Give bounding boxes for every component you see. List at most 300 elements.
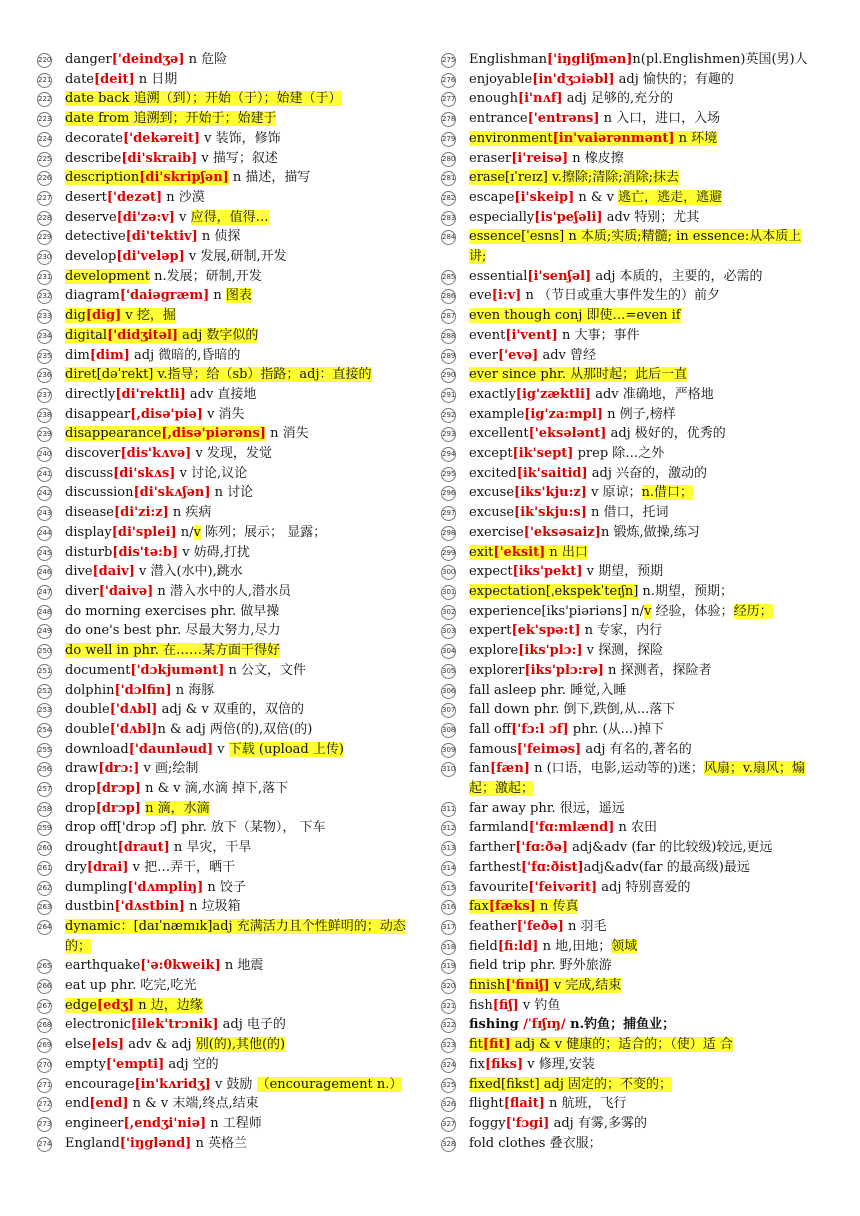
definition: n (口语，电影,运动等的)迷； — [529, 761, 704, 777]
phonetic: ['dekəreit] — [123, 130, 200, 146]
phonetic: ['iŋgliʃmən] — [547, 52, 633, 67]
headword: dim — [65, 347, 90, 363]
definition: phr. 从那时起；此后一直 — [536, 367, 688, 383]
vocab-entry — [441, 346, 811, 366]
phonetic: ['daivə] — [98, 583, 154, 599]
entry-number: 316 — [441, 900, 456, 915]
headword: escape — [469, 189, 515, 205]
phonetic: ['ə:θkweik] — [140, 958, 221, 974]
entry-text — [469, 919, 607, 934]
entry-number: 305 — [441, 664, 456, 679]
entry-number: 246 — [37, 565, 52, 580]
entry-text — [469, 348, 596, 363]
vocab-entry — [37, 996, 407, 1016]
vocab-entry — [37, 897, 407, 917]
phonetic: [ˈesns] — [521, 229, 565, 245]
definition: phr. 野外旅游 — [525, 958, 612, 974]
phonetic: [i'nʌf] — [517, 91, 563, 107]
definition: n. — [638, 583, 655, 599]
definition: n 地震 — [220, 958, 264, 974]
headword: field — [469, 938, 498, 954]
entry-number: 281 — [441, 171, 456, 186]
headword: eat up — [65, 978, 107, 994]
headword: excellent — [469, 426, 529, 442]
definition: adj 有名的,著名的 — [581, 741, 692, 757]
entry-text — [65, 840, 251, 855]
entry-number: 277 — [441, 92, 456, 107]
definition: n/ — [176, 524, 194, 540]
phonetic: [els] — [91, 1037, 125, 1053]
entry-text — [469, 702, 675, 717]
definition: n 英格兰 — [191, 1135, 247, 1151]
definition: v 妨碍,打扰 — [178, 544, 250, 560]
entry-text — [65, 170, 229, 185]
definition: n 出口 — [545, 544, 588, 560]
definition: n 公文，文件 — [224, 662, 306, 678]
entry-number: 304 — [441, 644, 456, 659]
phonetic: [dig] — [85, 308, 122, 324]
definition: v 装饰，修饰 — [200, 130, 281, 146]
vocab-entry — [441, 1114, 811, 1134]
phonetic: [deit] — [94, 71, 135, 87]
headword: fall down — [469, 702, 530, 718]
phonetic: [di'splei] — [111, 524, 177, 540]
headword: dive — [65, 564, 93, 580]
entry-number: 308 — [441, 723, 456, 738]
definition: n & adj 两倍(的),双倍(的) — [157, 721, 313, 737]
phonetic: ['eksələnt] — [528, 426, 607, 442]
entry-text — [65, 505, 211, 520]
definition: adj & v 双重的，双倍的 — [157, 702, 304, 718]
entry-number: 267 — [37, 999, 52, 1014]
entry-number: 276 — [441, 73, 456, 88]
definition: n 锻炼,做操,练习 — [600, 524, 700, 540]
definition: n 海豚 — [171, 682, 215, 698]
phonetic: [iks'plɔ:] — [518, 643, 583, 659]
phonetic: [ig'za:mpl] — [524, 406, 603, 422]
phonetic: [di'skʌs] — [113, 465, 176, 481]
phonetic: [is'peʃəli] — [534, 209, 603, 225]
entry-text — [469, 564, 663, 579]
phonetic: [ik'sept] — [512, 446, 574, 462]
definition: v 鼓励 — [210, 1076, 257, 1092]
definition: phr. 尽最大努力,尽力 — [151, 623, 281, 639]
entry-text — [65, 190, 205, 205]
headword: ever since — [469, 367, 537, 383]
vocab-entry — [441, 70, 811, 90]
entry-text — [65, 466, 247, 481]
entry-number: 302 — [441, 605, 456, 620]
entry-number: 279 — [441, 132, 456, 147]
definition: n 大事；事件 — [557, 327, 640, 343]
headword: exercise — [469, 524, 524, 540]
definition: n 消失 — [265, 426, 309, 442]
vocab-entry — [441, 109, 811, 129]
entry-number: 324 — [441, 1058, 456, 1073]
entry-text — [469, 1136, 602, 1151]
vocab-entry — [37, 858, 407, 878]
headword: display — [65, 524, 112, 540]
headword: dustbin — [65, 899, 115, 915]
entry-number: 328 — [441, 1137, 456, 1152]
entry-text — [469, 367, 687, 382]
definition: n 工程师 — [206, 1115, 262, 1131]
headword: danger — [65, 52, 112, 67]
phonetic: [end] — [89, 1096, 129, 1112]
entry-number: 223 — [37, 112, 52, 127]
phonetic: ['feiməs] — [516, 741, 582, 757]
entry-number: 229 — [37, 230, 52, 245]
highlighted-definition: 别(的),其他(的) — [195, 1037, 286, 1053]
entry-text — [469, 446, 664, 461]
phonetic: ['eksəsaiz] — [523, 524, 601, 540]
phonetic: [in'vaiərənmənt] — [552, 130, 675, 146]
entry-number: 226 — [37, 171, 52, 186]
headword: empty — [65, 1056, 106, 1072]
entry-number: 238 — [37, 408, 52, 423]
entry-text — [469, 170, 679, 185]
entry-number: 314 — [441, 861, 456, 876]
phonetic: [i:v] — [491, 288, 522, 304]
vocab-entry — [37, 286, 407, 306]
definition-extra: 期望，预期； — [654, 583, 733, 599]
vocab-entry — [37, 50, 407, 70]
highlighted-definition: n.借口； — [641, 485, 694, 501]
entry-text — [65, 328, 258, 343]
vocab-entry — [37, 405, 407, 425]
vocab-entry — [37, 444, 407, 464]
entry-number: 298 — [441, 526, 456, 541]
headword: experience — [469, 603, 542, 619]
vocab-entry — [441, 759, 811, 798]
headword: finish — [469, 978, 506, 994]
vocab-entry — [37, 740, 407, 760]
vocab-entry — [441, 1055, 811, 1075]
phonetic: [daɪˈnæmɪk] — [133, 918, 213, 934]
entry-number: 221 — [37, 73, 52, 88]
definition: v 期望，预期 — [582, 564, 664, 580]
headword: fixed — [469, 1076, 502, 1092]
entry-number: 311 — [441, 802, 456, 817]
phonetic: ['dʌmpliŋ] — [127, 879, 204, 895]
definition: adj 空的 — [164, 1056, 219, 1072]
entry-text — [469, 742, 692, 757]
phonetic: [dəˈrekt] — [96, 367, 154, 383]
vocab-entry — [441, 562, 811, 582]
entry-number: 291 — [441, 388, 456, 403]
vocab-entry — [37, 70, 407, 90]
entry-text — [65, 52, 227, 67]
headword: essential — [469, 268, 528, 284]
definition: v 把…弄干，晒干 — [128, 859, 236, 875]
entry-number: 225 — [37, 152, 52, 167]
headword: fishing — [469, 1017, 519, 1033]
definition: v 探测，探险 — [582, 643, 664, 659]
definition-extra: 经验，体验； — [651, 603, 734, 619]
entry-text — [65, 604, 279, 619]
entry-number: 274 — [37, 1137, 52, 1152]
entry-number: 264 — [37, 920, 52, 935]
phonetic: [flait] — [503, 1096, 545, 1112]
headword: entrance — [469, 111, 528, 127]
entry-number: 293 — [441, 427, 456, 442]
headword: double — [65, 702, 110, 718]
vocab-entry — [441, 720, 811, 740]
headword: eraser — [469, 150, 512, 166]
vocab-entry — [37, 346, 407, 366]
entry-number: 227 — [37, 191, 52, 206]
phonetic: ['finiʃ] — [505, 978, 550, 994]
phonetic: ['feivərit] — [528, 879, 598, 895]
headword: expert — [469, 623, 512, 639]
left-column — [37, 50, 407, 1153]
entry-number: 300 — [441, 565, 456, 580]
headword: date — [65, 71, 94, 87]
phonetic: [drɔ:] — [98, 761, 140, 777]
entry-number: 228 — [37, 211, 52, 226]
vocab-entry — [37, 700, 407, 720]
entry-number: 224 — [37, 132, 52, 147]
highlighted-definition: 逃亡，逃走，逃避 — [618, 189, 723, 205]
headword: fan — [469, 761, 490, 777]
entry-number: 297 — [441, 506, 456, 521]
entry-text — [65, 722, 312, 737]
headword: description — [65, 170, 140, 186]
definition: n 借口，托词 — [586, 505, 669, 521]
entry-number: 265 — [37, 959, 52, 974]
entry-number: 312 — [441, 821, 456, 836]
vocab-entry — [441, 50, 811, 70]
headword: exactly — [469, 386, 516, 402]
headword: fax — [469, 899, 489, 915]
entry-text — [65, 485, 253, 500]
entry-text — [65, 643, 280, 658]
entry-text — [469, 584, 638, 599]
entry-number: 287 — [441, 309, 456, 324]
definition: v 挖，掘 — [121, 308, 176, 324]
vocab-entry — [441, 937, 811, 957]
headword: expect — [469, 564, 513, 580]
vocab-entry — [441, 326, 811, 346]
entry-text — [65, 288, 226, 303]
definition: n(pl.Englishmen)英国(男)人 — [632, 52, 808, 67]
entry-number: 282 — [441, 191, 456, 206]
entry-text — [469, 210, 699, 225]
headword: dolphin — [65, 682, 115, 698]
entry-text — [469, 328, 639, 343]
entry-text — [469, 998, 560, 1013]
entry-number: 231 — [37, 270, 52, 285]
headword: fit — [469, 1037, 483, 1053]
entry-text — [65, 131, 281, 146]
entry-text — [65, 899, 241, 914]
entry-number: 230 — [37, 250, 52, 265]
entry-text — [469, 899, 578, 914]
vocab-entry — [37, 1094, 407, 1114]
headword: dumpling — [65, 879, 128, 895]
vocab-entry — [441, 543, 811, 563]
headword: do one's best — [65, 623, 152, 639]
highlighted-definition: （encouragement n.） — [256, 1076, 403, 1092]
vocab-entry — [441, 897, 811, 917]
entry-text — [469, 288, 720, 303]
headword: flight — [469, 1096, 504, 1112]
vocab-entry — [37, 956, 407, 976]
phonetic: [ik'skju:s] — [514, 505, 587, 521]
phonetic: ['fɑ:ðə] — [515, 840, 568, 856]
phonetic: [iks'piəriəns] — [541, 603, 628, 619]
definition: n 传真 — [535, 899, 579, 915]
entry-text — [65, 663, 306, 678]
headword: do morning exercises — [65, 603, 207, 619]
phonetic: [di'veləp] — [116, 249, 185, 265]
headword: famous — [469, 741, 517, 757]
entry-number: 289 — [441, 349, 456, 364]
headword: ever — [469, 347, 498, 363]
entry-number: 249 — [37, 624, 52, 639]
entry-text — [469, 978, 621, 993]
entry-number: 284 — [441, 230, 456, 245]
entry-text — [65, 348, 240, 363]
headword: far away — [469, 800, 526, 816]
headword: even though — [469, 308, 551, 324]
phonetic: /ˈfɪʃɪŋ/ — [518, 1017, 566, 1033]
phonetic: [fit] — [482, 1037, 511, 1053]
vocab-entry — [441, 976, 811, 996]
entry-text — [65, 801, 145, 816]
definition: v 消失 — [202, 406, 245, 422]
phonetic: ['empti] — [105, 1056, 165, 1072]
phonetic: [dis'tə:b] — [112, 544, 179, 560]
phonetic: [ek'spə:t] — [511, 623, 581, 639]
entry-text — [65, 91, 342, 106]
definition: v 讨论,议论 — [175, 465, 248, 481]
phonetic: ['dɔlfin] — [114, 682, 172, 698]
headword: especially — [469, 209, 535, 225]
headword: fix — [469, 1056, 486, 1072]
entry-number: 292 — [441, 408, 456, 423]
vocab-entry — [37, 424, 407, 444]
definition: n 橡皮擦 — [568, 150, 624, 166]
vocab-entry — [37, 149, 407, 169]
phonetic: ['dezət] — [106, 189, 163, 205]
headword: digital — [65, 327, 108, 343]
entry-number: 325 — [441, 1078, 456, 1093]
headword: England — [65, 1135, 120, 1151]
headword: edge — [65, 997, 98, 1013]
phonetic: [fiʃ] — [492, 997, 519, 1013]
phonetic: ['dʌbl] — [109, 702, 158, 718]
entry-text — [469, 269, 763, 284]
vocab-entry — [441, 464, 811, 484]
definition: adv 直接地 — [185, 386, 257, 402]
highlighted-definition: 下载 (upload 上传) — [228, 741, 344, 757]
headword: farthest — [469, 859, 521, 875]
vocab-entry — [37, 1055, 407, 1075]
headword: electronic — [65, 1017, 131, 1033]
entry-text — [65, 820, 326, 835]
entry-text — [469, 426, 726, 441]
entry-number: 234 — [37, 329, 52, 344]
phonetic: [di'zi:z] — [113, 505, 169, 521]
entry-text — [65, 1077, 257, 1092]
entry-text — [469, 308, 681, 323]
vocab-entry — [441, 799, 811, 819]
definition: adj&adv (far 的比较级)较远,更远 — [568, 840, 773, 856]
entry-number: 275 — [441, 53, 456, 68]
entry-number: 326 — [441, 1097, 456, 1112]
entry-number: 322 — [441, 1018, 456, 1033]
headword: explore — [469, 643, 519, 659]
vocab-entry — [37, 1035, 407, 1055]
entry-text — [469, 1116, 647, 1131]
vocab-entry — [37, 483, 407, 503]
highlighted-definition: v — [644, 603, 652, 619]
entry-text — [469, 525, 700, 540]
headword: deserve — [65, 209, 117, 225]
entry-number: 294 — [441, 447, 456, 462]
vocab-entry — [37, 464, 407, 484]
entry-text — [469, 1077, 672, 1092]
definition: n 描述，描写 — [228, 170, 311, 186]
headword: discover — [65, 446, 121, 462]
phonetic: [drɔp] — [95, 781, 141, 797]
phonetic: [ˌekspekˈteɪʃn] — [545, 583, 639, 599]
entry-number: 254 — [37, 723, 52, 738]
entry-number: 272 — [37, 1097, 52, 1112]
headword: dynamic： — [65, 918, 134, 934]
headword: decorate — [65, 130, 124, 146]
vocab-entry — [441, 641, 811, 661]
headword: expectation — [469, 583, 546, 599]
vocab-entry — [37, 976, 407, 996]
phonetic: [fikst] — [501, 1076, 540, 1092]
definition: adj 足够的,充分的 — [562, 91, 674, 107]
vocab-entry — [37, 818, 407, 838]
vocab-entry — [441, 602, 811, 622]
headword: exit — [469, 544, 494, 560]
entry-number: 251 — [37, 664, 52, 679]
entry-number: 285 — [441, 270, 456, 285]
entry-text — [65, 545, 250, 560]
vocab-entry — [441, 878, 811, 898]
definition: n & v 末端,终点,结束 — [128, 1096, 259, 1112]
phonetic: [di'skripʃən] — [139, 170, 229, 186]
headword: discussion — [65, 485, 134, 501]
entry-number: 318 — [441, 940, 456, 955]
definition: n.发展；研制,开发 — [149, 268, 262, 284]
headword: do well in — [65, 643, 130, 659]
entry-text — [65, 111, 276, 126]
entry-number: 323 — [441, 1038, 456, 1053]
phonetic: [di'zə:v] — [116, 209, 175, 225]
definition: n 日期 — [134, 71, 178, 87]
definition: adv 准确地，严格地 — [591, 386, 714, 402]
definition: v 钓鱼 — [518, 997, 561, 1013]
entry-number: 259 — [37, 821, 52, 836]
headword: disappear — [65, 406, 131, 422]
entry-text — [65, 1096, 259, 1111]
headword: earthquake — [65, 958, 141, 974]
entry-number: 321 — [441, 999, 456, 1014]
entry-text — [469, 485, 642, 500]
definition: n — [209, 288, 226, 304]
definition: adj 特别喜爱的 — [597, 879, 691, 895]
definition: n 地,田地； — [538, 938, 612, 954]
phonetic: [iks'kju:z] — [514, 485, 587, 501]
entry-text — [65, 978, 197, 993]
entry-number: 252 — [37, 684, 52, 699]
